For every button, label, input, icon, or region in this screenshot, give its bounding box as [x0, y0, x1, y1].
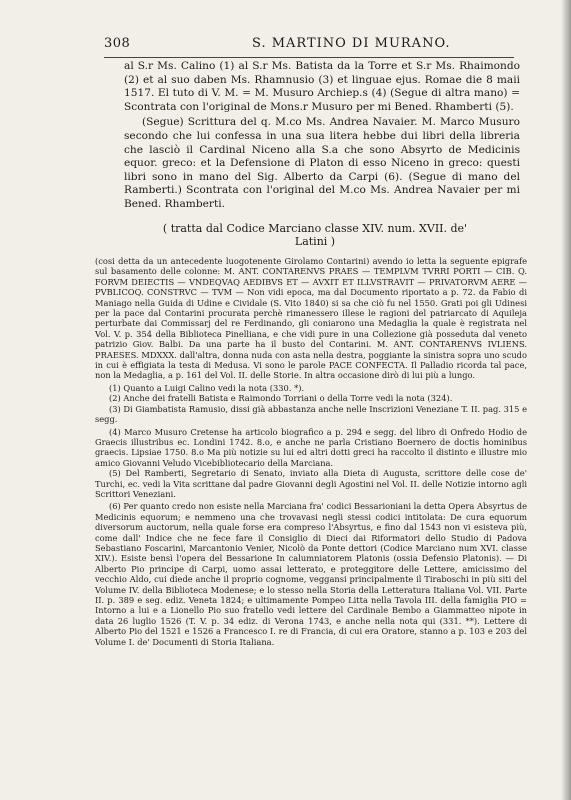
- running-title: S. MARTINO DI MURANO.: [252, 36, 451, 51]
- header-rule: [104, 57, 514, 58]
- footnote-4: (4) Marco Musuro Cretense ha articolo biografico a p. 294 e segg. del libro di Onfredo Hodio de Graecis illustribus ec. Londini 1742. 8.o, e anche ne parla Cristiano Boernero de doctis hominibus graecis. Lipsiae 1750. 8.o Ma più notizie su lui ed altri dotti greci ha raccolto il distinto e illustre mio amico Giovanni Veludo Vicebibliotecario della Marciana.: [95, 426, 527, 468]
- page-header: [104, 36, 514, 56]
- main-text: [124, 60, 520, 212]
- page-edge-shadow: [561, 0, 571, 800]
- footnote-6: (6) Per quanto credo non esiste nella Marciana fra' codici Bessarioniani la detta Opera Absyrtus de Medicinis equorum; e nemmeno una che trovavasi negli stessi codici intitolata: De cura equorum diversorum auctorum, nella quale forse era compreso l'Absyrtus, e fino dal 1543 non vi esisteva più, come dall' Indice che ne fece fare il Consiglio di Dieci dai Riformatori dello Studio di Padova Sebastiano Foscarini, Marcantonio Venier, Nicolò da Ponte dettori (Codice Marciano num XVI. classe XIV.). Esiste bensì l'opera del Bessarione In calumniatorem Platonis (ossia Defensio Platonis). — Di Alberto Pio principe di Carpi, uomo assai letterato, e proteggitore delle Lettere, amicissimo del vecchio Aldo, cui diede anche il proprio cognome, veggansi principalmente il Tiraboschi in più siti del Volume IV. della Biblioteca Modenese; e lo stesso nella Storia della Letteratura Italiana Vol. VII. Parte II. p. 389 e seg. ediz. Veneta 1824; e ultimamente Pompeo Litta nella Tavola III. della famiglia PIO = Intorno a lui e a Lionello Pio suo fratello vedi lettere del Cardinale Bembo a Giammatteo nipote in data 26 luglio 1526 (T. V. p. 34 ediz. di Verona 1743, e anche nella nota qui (331. **). Lettere di Alberto Pio del 1521 e 1526 a Francesco I. re di Francia, di cui era Oratore, stanno a p. 103 e 203 del Volume I. de' Documenti di Storia Italiana.: [95, 501, 527, 647]
- footnote-5: (5) Del Ramberti, Segretario di Senato, inviato alla Dieta di Augusta, scrittore delle cose de' Turchi, ec. vedi la Vita scrittane dal padre Giovanni degli Agostini nel Vol. II. delle Notizie intorno agli Scrittori Veneziani.: [95, 468, 527, 499]
- footnote-2: (2) Anche dei fratelli Batista e Raimondo Torriani o della Torre vedi la nota (324).: [109, 393, 453, 404]
- footnote-1: (1) Quanto a Luigi Calino vedi la nota (330. *).: [109, 382, 305, 393]
- source-note: ( tratta dal Codice Marciano classe XIV. num. XVII. de' Latini ): [162, 222, 468, 248]
- page-number: 308: [104, 36, 131, 51]
- footnote-intro: (cosi detta da un antecedente luogotenente Girolamo Contarini) avendo io letta la seguente epigrafe sul basamento delle colonne: M. ANT. CONTARENVS PRAES — TEMPLVM TVRRI PORTI — CIB. Q. FORVM DEIECTIS — VNDEQVAQ AEDIBVS ET — AVXIT ET ILLVSTRAVIT — PRIVATORVM AERE — PVBLICOQ. CONSTRVC — TVM — Non vidi epoca, ma dal Documento riportato a p. 72. da Fabio di Maniago nella Guida di Udine e Cividale (S. Vito 1840) si sa che ciò fu nel 1550. Grati poi gli Udinesi per la pace dal Contarini procurata perchè rimanessero illese le ragioni del patriarcato di Aquileja perturbate dai Commissarj del re Ferdinando, gli coniarono una Medaglia la quale è registrata nel Vol. V. p. 354 della Biblioteca Pinelliana, e che vidi pure in una Collezione già posseduta dal veneto patrizio Giov. Balbi. Da una parte ha il busto del Contarini. M. ANT. CONTARENVS IVLIENS. PRAESES. MDXXX. dall'altra, donna nuda con asta nella destra, poggiante la sinistra sopra uno scudo in cui è effigiata la testa di Medusa. Vi sono le parole PACE CONFECTA. Il Palladio ricorda tal pace, non la Medaglia, a p. 161 del Vol. II. delle Storie. In altra occasione dirò di lui più a lungo.: [95, 256, 527, 381]
- footnotes: [95, 256, 527, 647]
- main-paragraph-1: al S.r Ms. Calino (1) al S.r Ms. Batista da la Torre et S.r Ms. Rhaimondo (2) et al suo daben Ms. Rhamnusio (3) et linguae ejus. Romae die 8 maii 1517. El tuto di V. M. = M. Musuro Archiep.s (4) (Segue di altra mano) = Scontrata con l'original de Mons.r Musuro per mi Bened. Rhamberti (5).: [124, 60, 520, 113]
- main-paragraph-2: (Segue) Scrittura del q. M.co Ms. Andrea Navaier. M. Marco Musuro secondo che lui confessa in una sua litera hebbe dui libri della libreria che lasciò il Cardinal Niceno alla S.a che sono Absyrto de Medicinis equor. greco: et la Defensione di Platon di esso Niceno in greco: questi libri sono in mano del Sig. Alberto da Carpi (6). (Segue di mano del Ramberti.) Scontrata con l'original del M.co Ms. Andrea Navaier per mi Bened. Rhamberti.: [124, 116, 520, 210]
- footnote-3: (3) Di Giambatista Ramusio, dissi già abbastanza anche nelle Inscrizioni Veneziane T. II. pag. 315 e segg.: [95, 403, 527, 425]
